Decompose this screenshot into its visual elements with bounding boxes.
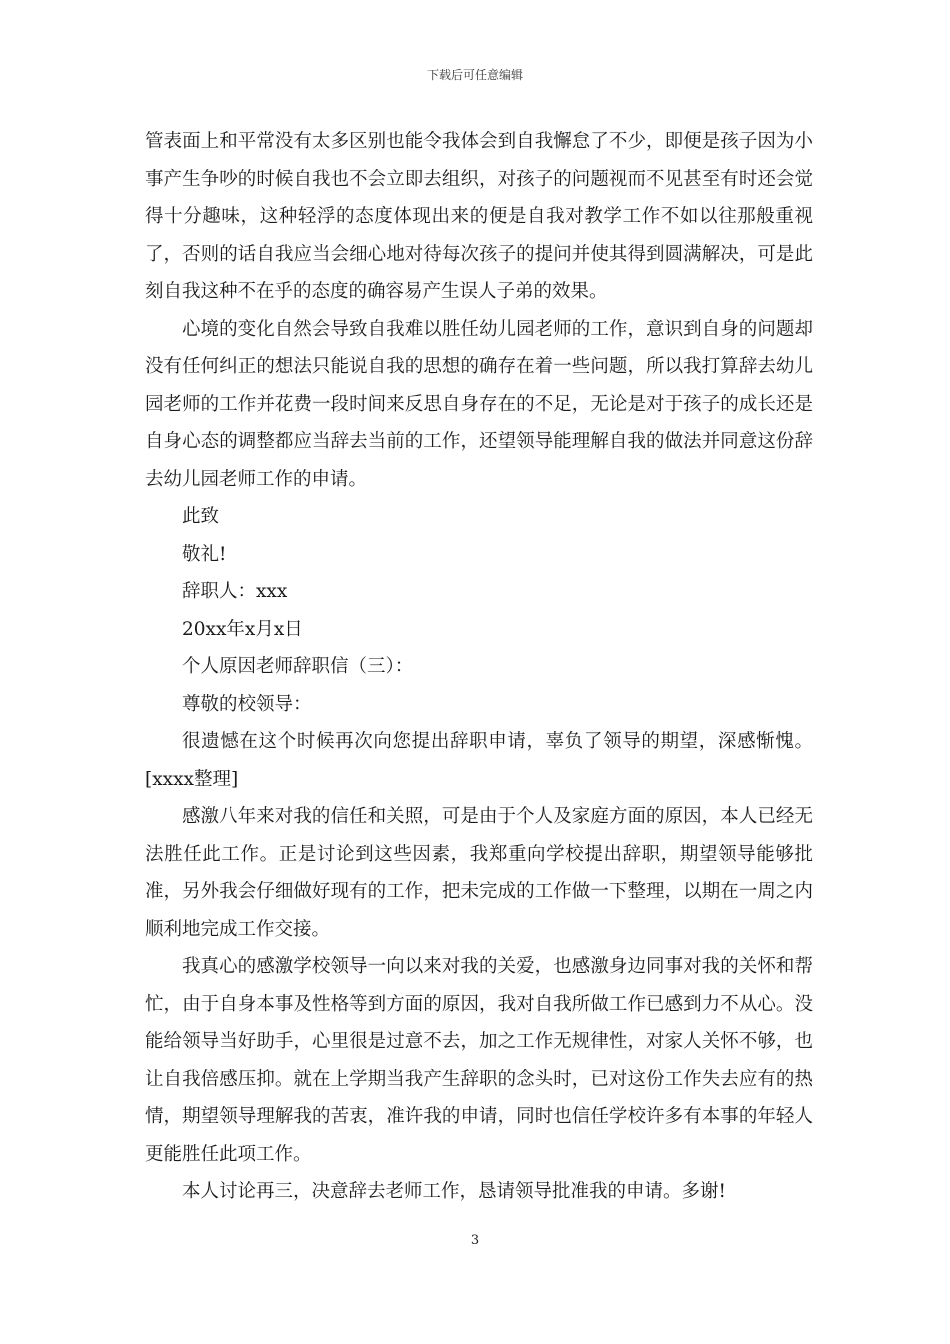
document-body [145,123,813,1211]
paragraph: 很遗憾在这个时候再次向您提出辞职申请，辜负了领导的期望，深感惭愧。[xxxx整理] [145,731,813,790]
page-number: 3 [470,1233,480,1248]
paragraph: 感激八年来对我的信任和关照，可是由于个人及家庭方面的原因，本人已经无法胜任此工作。正是讨论到这些因素，我郑重向学校提出辞职，期望领导能够批准，另外我会仔细做好现有的工作，把未完成的工作做一下整理，以期在一周之内顺利地完成工作交接。 [145,806,813,940]
paragraph: 20xx年x月x日 [182,618,303,640]
paragraph: 敬礼! [182,543,227,565]
paragraph: 管表面上和平常没有太多区别也能令我体会到自我懈怠了不少，即便是孩子因为小事产生争吵的时候自我也不会立即去组织，对孩子的问题视而不见甚至有时还会觉得十分趣味，这种轻浮的态度体现出来的便是自我对教学工作不如以往那般重视了，否则的话自我应当会细心地对待每次孩子的提问并使其得到圆满解决，可是此刻自我这种不在乎的态度的确容易产生误人子弟的效果。 [145,131,813,302]
paragraph: 此致 [182,506,220,527]
page-header: 下载后可任意编辑 [426,68,523,82]
paragraph: 本人讨论再三，决意辞去老师工作，恳请领导批准我的申请。多谢! [182,1181,726,1202]
paragraph: 我真心的感激学校领导一向以来对我的关爱，也感激身边同事对我的关怀和帮忙，由于自身本事及性格等到方面的原因，我对自我所做工作已感到力不从心。没能给领导当好助手，心里很是过意不去，加之工作无规律性，对家人关怀不够，也让自我倍感压抑。就在上学期当我产生辞职的念头时，已对这份工作失去应有的热情，期望领导理解我的苦衷，准许我的申请，同时也信任学校许多有本事的年轻人更能胜任此项工作。 [145,956,813,1165]
paragraph: 辞职人：xxx [182,581,288,602]
paragraph: 尊敬的校领导： [182,693,312,715]
paragraph: 个人原因老师辞职信（三）： [182,656,414,677]
paragraph: 心境的变化自然会导致自我难以胜任幼儿园老师的工作，意识到自身的问题却没有任何纠正的想法只能说自我的思想的确存在着一些问题，所以我打算辞去幼儿园老师的工作并花费一段时间来反思自身存在的不足，无论是对于孩子的成长还是自身心态的调整都应当辞去当前的工作，还望领导能理解自我的做法并同意这份辞去幼儿园老师工作的申请。 [145,318,813,490]
